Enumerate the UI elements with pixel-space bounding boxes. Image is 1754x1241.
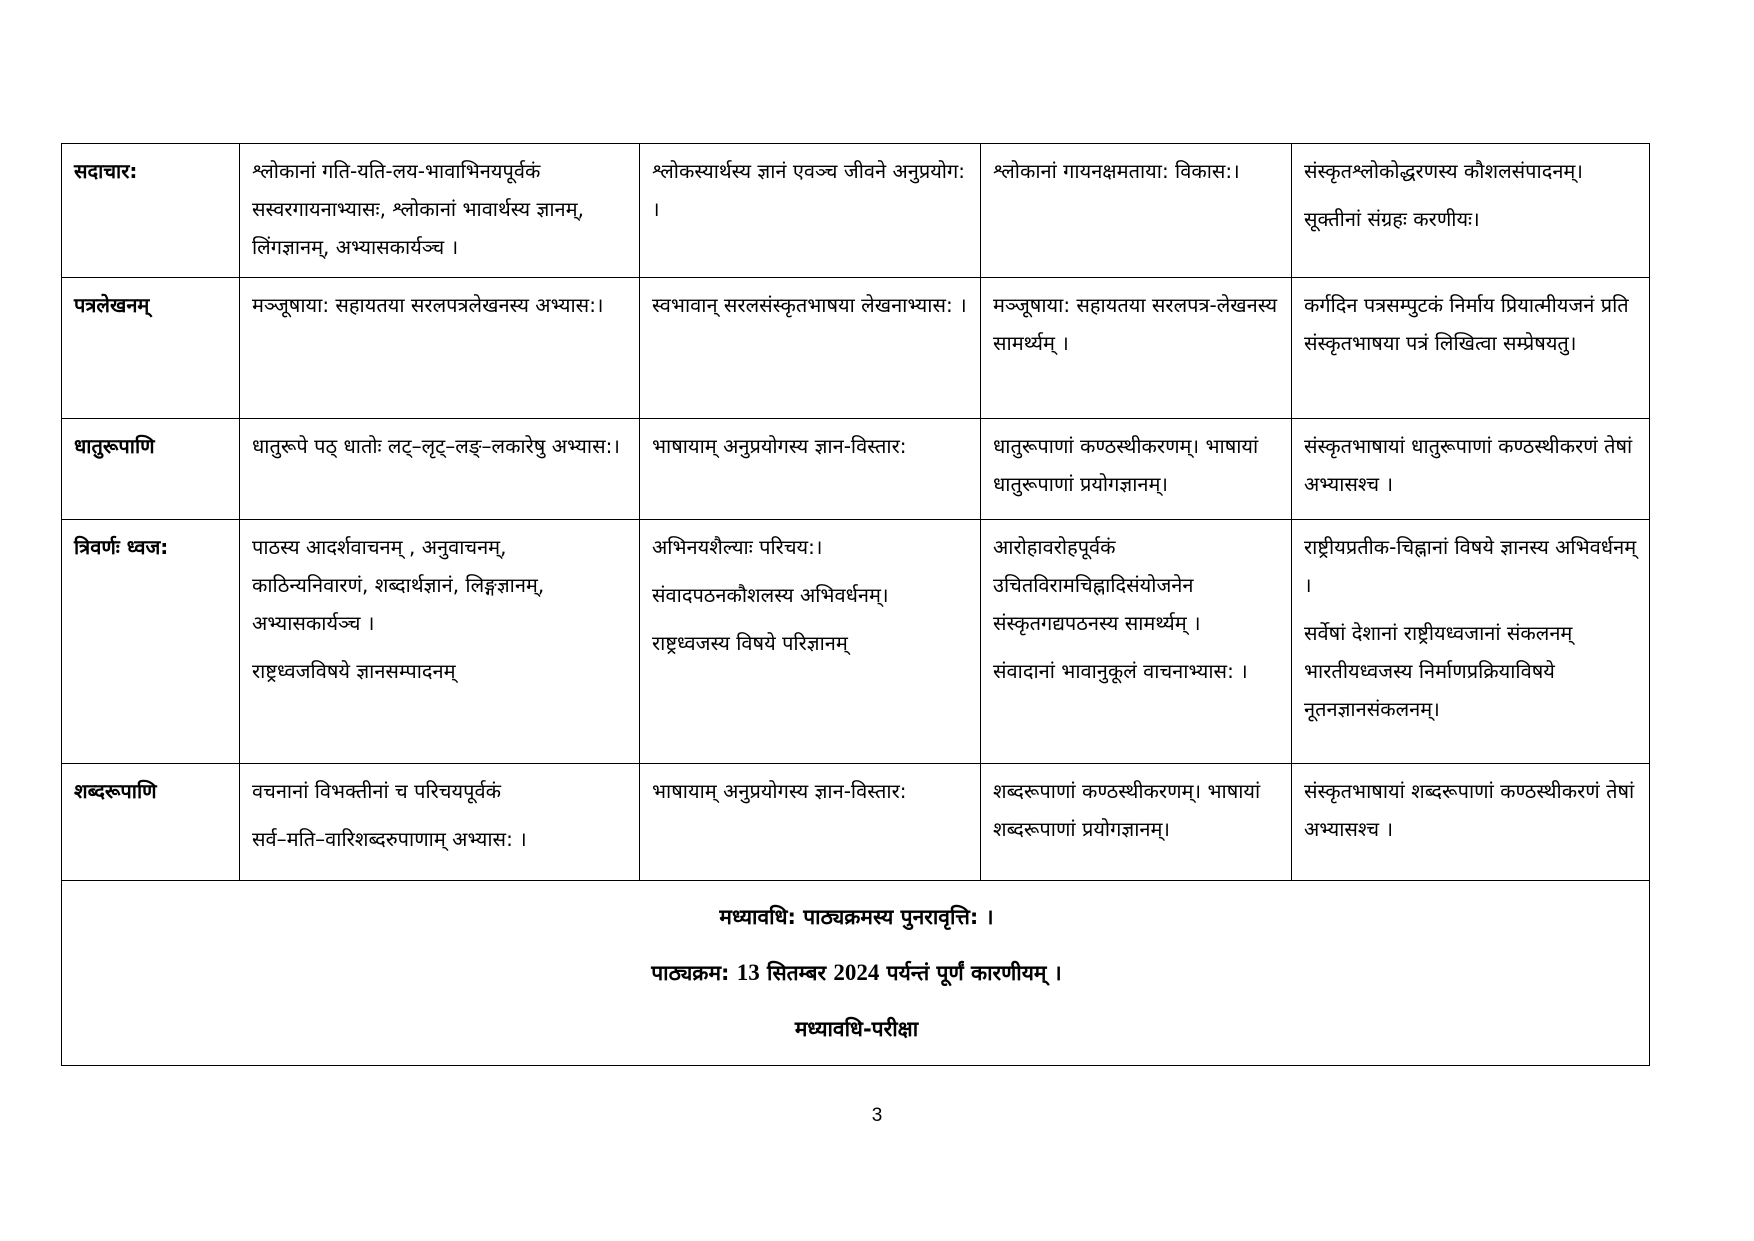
cell-text: संवादपठनकौशलस्य अभिवर्धनम्। (652, 583, 889, 607)
topic-cell: पत्रलेखनम् (62, 278, 240, 419)
midterm-revision-line: मध्यावधि: पाठ्यक्रमस्य पुनरावृत्ति: । (719, 905, 994, 929)
topic-cell: सदाचार: (62, 144, 240, 278)
topic-cell: शब्दरूपाणि (62, 764, 240, 881)
footer-cell (62, 881, 1650, 1066)
cell-text: मञ्जूषाया: सहायतया सरलपत्र-लेखनस्य सामर्थ्यम् । (993, 293, 1278, 355)
activity-cell (981, 764, 1292, 881)
activity-cell (640, 520, 981, 764)
deadline-year: 2024 (833, 960, 880, 985)
activity-cell (640, 419, 981, 520)
deadline-day: 13 (736, 960, 760, 985)
cell-text: सर्व–मति–वारिशब्दरुपाणाम् अभ्यास: । (252, 827, 527, 851)
activity-cell (240, 419, 640, 520)
topic-cell: धातुरूपाणि (62, 419, 240, 520)
page-number: 3 (871, 1105, 883, 1126)
cell-text: शब्दरूपाणां कण्ठस्थीकरणम्। भाषायां शब्दरूपाणां प्रयोगज्ञानम्। (993, 779, 1261, 841)
activity-cell (240, 144, 640, 278)
footer-row (62, 881, 1650, 1066)
cell-text: राष्ट्रीयप्रतीक-चिह्नानां विषये ज्ञानस्य अभिवर्धनम् । (1304, 535, 1637, 597)
table-row (62, 144, 1650, 278)
midterm-exam-line: मध्यावधि-परीक्षा (794, 1017, 919, 1041)
cell-text: स्वभावान् सरलसंस्कृतभाषया लेखनाभ्यास: । (652, 293, 967, 317)
cell-text: धातुरूपे पठ् धातोः लट्–लृट्–लङ्–लकारेषु अभ्यास:। (252, 434, 620, 458)
activity-cell (1292, 520, 1650, 764)
activity-cell (981, 278, 1292, 419)
cell-text: धातुरूपाणां कण्ठस्थीकरणम्। भाषायां धातुरूपाणां प्रयोगज्ञानम्। (993, 434, 1259, 496)
cell-text: संस्कृतभाषायां धातुरूपाणां कण्ठस्थीकरणं तेषां अभ्यासश्च । (1304, 434, 1633, 496)
activity-cell (981, 520, 1292, 764)
cell-text: सर्वेषां देशानां राष्ट्रीयध्वजानां संकलनम् भारतीयध्वजस्य निर्माणप्रक्रियाविषये नूतनज्ञानसंकलनम्। (1304, 621, 1573, 721)
activity-cell (240, 278, 640, 419)
cell-text: पाठस्य आदर्शवाचनम् , अनुवाचनम्, काठिन्यनिवारणं, शब्दार्थज्ञानं, लिङ्गज्ञानम्, अभ्यासकार्यञ्च । (252, 535, 545, 635)
cell-text: संवादानां भावानुकूलं वाचनाभ्यास: । (993, 659, 1248, 683)
table-row (62, 520, 1650, 764)
cell-text: आरोहावरोहपूर्वकं उचितविरामचिह्नादिसंयोजनेन संस्कृतगद्यपठनस्य सामर्थ्यम् । (993, 535, 1201, 635)
table-row (62, 419, 1650, 520)
deadline-suffix: पर्यन्तं पूर्णं कारणीयम् । (879, 961, 1062, 985)
cell-text: राष्ट्रध्वजस्य विषये परिज्ञानम् (652, 631, 848, 655)
activity-cell (1292, 419, 1650, 520)
table-row (62, 278, 1650, 419)
activity-cell (640, 278, 981, 419)
activity-cell (1292, 764, 1650, 881)
activity-cell (240, 764, 640, 881)
table-row (62, 764, 1650, 881)
cell-text: अभिनयशैल्याः परिचय:। (652, 535, 823, 559)
cell-text: संस्कृतभाषायां शब्दरूपाणां कण्ठस्थीकरणं तेषां अभ्यासश्च । (1304, 779, 1635, 841)
cell-text: भाषायाम् अनुप्रयोगस्य ज्ञान-विस्तार: (652, 434, 907, 458)
cell-text: श्लोकानां गति-यति-लय-भावाभिनयपूर्वकं सस्वरगायनाभ्यासः, श्लोकानां भावार्थस्य ज्ञानम्, लिंगज्ञानम्, अभ्यासकार्यञ्च । (252, 159, 584, 259)
cell-text: कर्गदिन पत्रसम्पुटकं निर्माय प्रियात्मीयजनं प्रति संस्कृतभाषया पत्रं लिखित्वा सम्प्रेषयतु। (1304, 293, 1629, 355)
syllabus-table (61, 143, 1650, 1066)
cell-text: श्लोकानां गायनक्षमताया: विकास:। (993, 159, 1240, 183)
activity-cell (981, 419, 1292, 520)
cell-text: भाषायाम् अनुप्रयोगस्य ज्ञान-विस्तार: (652, 779, 907, 803)
activity-cell (981, 144, 1292, 278)
cell-text: राष्ट्रध्वजविषये ज्ञानसम्पादनम् (252, 659, 456, 683)
activity-cell (240, 520, 640, 764)
activity-cell (1292, 144, 1650, 278)
deadline-month: सितम्बर (759, 961, 834, 985)
cell-text: वचनानां विभक्तीनां च परिचयपूर्वकं (252, 779, 501, 803)
cell-text: सूक्तीनां संग्रहः करणीयः। (1304, 207, 1480, 231)
activity-cell (1292, 278, 1650, 419)
activity-cell (640, 764, 981, 881)
cell-text: संस्कृतश्लोकोद्धरणस्य कौशलसंपादनम्। (1304, 159, 1583, 183)
syllabus-deadline-line (74, 945, 1639, 1001)
cell-text: मञ्जूषाया: सहायतया सरलपत्रलेखनस्य अभ्यास:। (252, 293, 604, 317)
topic-cell: त्रिवर्णः ध्वज: (62, 520, 240, 764)
deadline-prefix: पाठ्यक्रम: (651, 961, 737, 985)
activity-cell (640, 144, 981, 278)
cell-text: श्लोकस्यार्थस्य ज्ञानं एवञ्च जीवने अनुप्रयोग: । (652, 159, 965, 221)
